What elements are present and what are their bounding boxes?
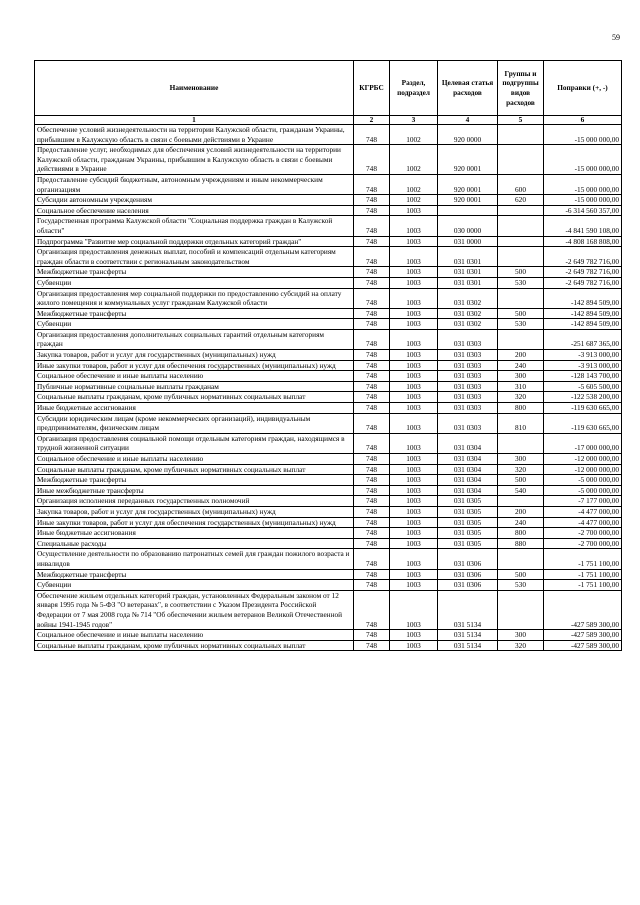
table-row [35, 371, 622, 382]
table-row [35, 413, 622, 433]
table-row [35, 319, 622, 330]
cell-amount: -3 913 000,00 [544, 360, 622, 371]
page-number: 59 [612, 33, 620, 42]
table-row [35, 277, 622, 288]
table-row [35, 145, 622, 175]
cell-razdel: 1003 [390, 475, 438, 486]
table-row [35, 125, 622, 145]
header-row [35, 61, 622, 116]
cell-razdel: 1003 [390, 371, 438, 382]
cell-name: Социальные выплаты гражданам, кроме публичных нормативных социальных выплат [35, 464, 354, 475]
table-row [35, 528, 622, 539]
cell-razdel: 1003 [390, 590, 438, 629]
cell-statya: 031 0305 [438, 496, 498, 507]
cell-amount: -119 630 665,00 [544, 403, 622, 414]
cell-amount: -142 894 509,00 [544, 308, 622, 319]
cell-statya: 031 0304 [438, 475, 498, 486]
cell-vid [498, 288, 544, 308]
cell-razdel: 1003 [390, 569, 438, 580]
cell-name: Осуществление деятельности по образованию патронатных семей для граждан пожилого возраста и инвалидов [35, 549, 354, 569]
cell-kgrbs: 748 [354, 350, 390, 361]
cell-vid [498, 496, 544, 507]
cell-name: Социальные выплаты гражданам, кроме публичных нормативных социальных выплат [35, 640, 354, 651]
cell-statya: 031 0303 [438, 381, 498, 392]
cell-razdel: 1003 [390, 392, 438, 403]
cell-amount: -15 000 000,00 [544, 174, 622, 194]
cell-statya: 031 0301 [438, 267, 498, 278]
cell-kgrbs: 748 [354, 549, 390, 569]
cell-statya: 031 0301 [438, 247, 498, 267]
cell-vid [498, 590, 544, 629]
cell-amount: -17 000 000,00 [544, 433, 622, 453]
cell-amount: -4 477 000,00 [544, 506, 622, 517]
cell-vid: 300 [498, 371, 544, 382]
table-row [35, 288, 622, 308]
cell-kgrbs: 748 [354, 590, 390, 629]
cell-vid: 810 [498, 413, 544, 433]
cell-vid [498, 329, 544, 349]
cell-razdel: 1002 [390, 174, 438, 194]
cell-vid: 240 [498, 517, 544, 528]
cell-name: Иные межбюджетные трансферты [35, 485, 354, 496]
cell-amount: -2 700 000,00 [544, 528, 622, 539]
cell-vid: 880 [498, 538, 544, 549]
table-row [35, 433, 622, 453]
cell-amount: -4 477 000,00 [544, 517, 622, 528]
header-vid: Группы и подгруппы видов расходов [498, 61, 544, 116]
cell-razdel: 1003 [390, 485, 438, 496]
cell-statya: 031 0304 [438, 464, 498, 475]
column-number: 6 [544, 116, 622, 125]
cell-statya: 031 0306 [438, 549, 498, 569]
cell-razdel: 1003 [390, 319, 438, 330]
cell-kgrbs: 748 [354, 145, 390, 175]
cell-name: Государственная программа Калужской области "Социальная поддержка граждан в Калужской области" [35, 216, 354, 236]
cell-statya: 031 5134 [438, 630, 498, 641]
table-row [35, 308, 622, 319]
cell-name: Социальное обеспечение населения [35, 205, 354, 216]
cell-amount: -128 143 700,00 [544, 371, 622, 382]
cell-name: Субсидии автономным учреждениям [35, 195, 354, 206]
cell-vid: 500 [498, 475, 544, 486]
cell-vid [498, 236, 544, 247]
cell-name: Межбюджетные трансферты [35, 267, 354, 278]
table-row [35, 630, 622, 641]
cell-name: Межбюджетные трансферты [35, 475, 354, 486]
cell-name: Организация предоставления денежных выплат, пособий и компенсаций отдельным категориям граждан области в соответствии с региональным законодательством [35, 247, 354, 267]
cell-kgrbs: 748 [354, 205, 390, 216]
cell-kgrbs: 748 [354, 496, 390, 507]
cell-razdel: 1003 [390, 267, 438, 278]
cell-razdel: 1003 [390, 630, 438, 641]
cell-razdel: 1003 [390, 538, 438, 549]
cell-name: Специальные расходы [35, 538, 354, 549]
cell-statya: 920 0000 [438, 125, 498, 145]
cell-amount: -5 000 000,00 [544, 485, 622, 496]
header-statya: Целевая статья расходов [438, 61, 498, 116]
cell-statya [438, 205, 498, 216]
cell-razdel: 1003 [390, 528, 438, 539]
cell-kgrbs: 748 [354, 216, 390, 236]
cell-razdel: 1003 [390, 517, 438, 528]
cell-vid: 320 [498, 392, 544, 403]
cell-statya: 920 0001 [438, 145, 498, 175]
cell-name: Закупка товаров, работ и услуг для государственных (муниципальных) нужд [35, 506, 354, 517]
cell-name: Субвенции [35, 319, 354, 330]
table-row [35, 174, 622, 194]
cell-statya: 031 0303 [438, 413, 498, 433]
cell-statya: 031 0304 [438, 433, 498, 453]
cell-statya: 920 0001 [438, 174, 498, 194]
cell-kgrbs: 748 [354, 485, 390, 496]
cell-name: Обеспечение условий жизнедеятельности на территории Калужской области, гражданам Украины, прибывшим в Калужскую область в связи с боевыми действиями в Украине [35, 125, 354, 145]
cell-amount: -122 538 200,00 [544, 392, 622, 403]
cell-vid: 800 [498, 528, 544, 539]
cell-name: Социальное обеспечение и иные выплаты населению [35, 371, 354, 382]
cell-name: Организация исполнения переданных государственных полномочий [35, 496, 354, 507]
cell-statya: 031 0303 [438, 392, 498, 403]
table-row [35, 350, 622, 361]
cell-statya: 031 0302 [438, 319, 498, 330]
cell-kgrbs: 748 [354, 454, 390, 465]
column-number: 1 [35, 116, 354, 125]
cell-name: Социальное обеспечение и иные выплаты населению [35, 630, 354, 641]
table-row [35, 475, 622, 486]
cell-kgrbs: 748 [354, 517, 390, 528]
cell-kgrbs: 748 [354, 371, 390, 382]
cell-vid: 320 [498, 464, 544, 475]
header-amount: Поправки (+, -) [544, 61, 622, 116]
cell-kgrbs: 748 [354, 236, 390, 247]
cell-amount: -427 589 300,00 [544, 640, 622, 651]
table-row [35, 580, 622, 591]
cell-kgrbs: 748 [354, 195, 390, 206]
cell-amount: -142 894 509,00 [544, 319, 622, 330]
cell-razdel: 1003 [390, 413, 438, 433]
cell-vid: 530 [498, 580, 544, 591]
budget-amendments-table [34, 60, 622, 651]
cell-kgrbs: 748 [354, 308, 390, 319]
cell-kgrbs: 748 [354, 381, 390, 392]
cell-amount: -1 751 100,00 [544, 569, 622, 580]
cell-name: Социальные выплаты гражданам, кроме публичных нормативных социальных выплат [35, 392, 354, 403]
cell-razdel: 1003 [390, 247, 438, 267]
cell-amount: -4 841 590 108,00 [544, 216, 622, 236]
cell-amount: -3 913 000,00 [544, 350, 622, 361]
cell-statya: 031 0305 [438, 517, 498, 528]
cell-name: Социальное обеспечение и иные выплаты населению [35, 454, 354, 465]
header-razdel: Раздел, подраздел [390, 61, 438, 116]
cell-statya: 031 0306 [438, 569, 498, 580]
cell-razdel: 1003 [390, 288, 438, 308]
cell-name: Межбюджетные трансферты [35, 308, 354, 319]
cell-name: Субвенции [35, 580, 354, 591]
cell-razdel: 1003 [390, 506, 438, 517]
cell-name: Предоставление субсидий бюджетным, автономным учреждениям и иным некоммерческим организациям [35, 174, 354, 194]
cell-kgrbs: 748 [354, 630, 390, 641]
cell-amount: -5 000 000,00 [544, 475, 622, 486]
column-number: 5 [498, 116, 544, 125]
cell-kgrbs: 748 [354, 392, 390, 403]
cell-vid: 500 [498, 308, 544, 319]
cell-vid [498, 216, 544, 236]
cell-kgrbs: 748 [354, 288, 390, 308]
cell-amount: -7 177 000,00 [544, 496, 622, 507]
cell-razdel: 1003 [390, 277, 438, 288]
cell-amount: -5 605 500,00 [544, 381, 622, 392]
cell-razdel: 1003 [390, 433, 438, 453]
cell-amount: -2 649 782 716,00 [544, 247, 622, 267]
cell-amount: -2 700 000,00 [544, 538, 622, 549]
table-row [35, 538, 622, 549]
cell-kgrbs: 748 [354, 403, 390, 414]
table-row [35, 329, 622, 349]
cell-razdel: 1003 [390, 464, 438, 475]
cell-vid: 200 [498, 506, 544, 517]
header-name: Наименование [35, 61, 354, 116]
cell-name: Подпрограмма "Развитие мер социальной поддержки отдельных категорий граждан" [35, 236, 354, 247]
column-number-row [35, 116, 622, 125]
cell-vid: 320 [498, 640, 544, 651]
cell-vid: 530 [498, 319, 544, 330]
cell-statya: 031 0000 [438, 236, 498, 247]
cell-vid [498, 247, 544, 267]
table-row [35, 569, 622, 580]
table-row [35, 247, 622, 267]
cell-statya: 031 5134 [438, 640, 498, 651]
cell-razdel: 1003 [390, 236, 438, 247]
cell-razdel: 1003 [390, 329, 438, 349]
table-row [35, 485, 622, 496]
cell-razdel: 1003 [390, 381, 438, 392]
cell-kgrbs: 748 [354, 125, 390, 145]
cell-amount: -1 751 100,00 [544, 580, 622, 591]
cell-name: Иные бюджетные ассигнования [35, 528, 354, 539]
cell-name: Субвенции [35, 277, 354, 288]
cell-kgrbs: 748 [354, 433, 390, 453]
cell-kgrbs: 748 [354, 580, 390, 591]
table-row [35, 640, 622, 651]
cell-kgrbs: 748 [354, 277, 390, 288]
cell-amount: -2 649 782 716,00 [544, 267, 622, 278]
cell-vid: 240 [498, 360, 544, 371]
table-row [35, 517, 622, 528]
cell-kgrbs: 748 [354, 360, 390, 371]
cell-vid [498, 433, 544, 453]
cell-name: Обеспечение жильем отдельных категорий граждан, установленных Федеральным законом от 12 января 1995 года № 5-ФЗ "О ветеранах", в соответствии с Указом Президента Российской Федерации от 7 мая 2008 года № 714 "Об обеспечении жильем ветеранов Великой Отечественной войны 1941-1945 годов" [35, 590, 354, 629]
cell-name: Предоставление услуг, необходимых для обеспечения условий жизнедеятельности на территории Калужской области, гражданам Украины, прибывшим в Калужскую область в связи с боевыми действиями в Украине [35, 145, 354, 175]
cell-statya: 031 0305 [438, 528, 498, 539]
table-row [35, 267, 622, 278]
cell-amount: -251 687 365,00 [544, 329, 622, 349]
cell-vid: 300 [498, 630, 544, 641]
cell-razdel: 1003 [390, 580, 438, 591]
cell-razdel: 1003 [390, 216, 438, 236]
table-row [35, 549, 622, 569]
cell-kgrbs: 748 [354, 174, 390, 194]
table-row [35, 360, 622, 371]
cell-vid: 310 [498, 381, 544, 392]
cell-vid [498, 145, 544, 175]
table-row [35, 205, 622, 216]
cell-statya: 031 0306 [438, 580, 498, 591]
column-number: 2 [354, 116, 390, 125]
cell-name: Организация предоставления мер социальной поддержки по предоставлению субсидий на оплату жилого помещения и коммунальных услуг гражданам Калужской области [35, 288, 354, 308]
cell-name: Межбюджетные трансферты [35, 569, 354, 580]
cell-name: Иные закупки товаров, работ и услуг для обеспечения государственных (муниципальных) нужд [35, 360, 354, 371]
cell-amount: -15 000 000,00 [544, 125, 622, 145]
table-row [35, 403, 622, 414]
cell-name: Публичные нормативные социальные выплаты гражданам [35, 381, 354, 392]
cell-statya: 031 0303 [438, 329, 498, 349]
cell-vid [498, 205, 544, 216]
cell-kgrbs: 748 [354, 528, 390, 539]
cell-amount: -427 589 300,00 [544, 630, 622, 641]
table-row [35, 464, 622, 475]
cell-razdel: 1003 [390, 496, 438, 507]
cell-statya: 031 0304 [438, 454, 498, 465]
column-number: 3 [390, 116, 438, 125]
cell-statya: 920 0001 [438, 195, 498, 206]
cell-vid: 200 [498, 350, 544, 361]
cell-name: Субсидии юридическим лицам (кроме некоммерческих организаций), индивидуальным предпринимателям, физическим лицам [35, 413, 354, 433]
cell-vid [498, 549, 544, 569]
cell-name: Организация предоставления социальной помощи отдельным категориям граждан, находящимся в трудной жизненной ситуации [35, 433, 354, 453]
cell-vid: 500 [498, 569, 544, 580]
cell-razdel: 1003 [390, 360, 438, 371]
cell-amount: -427 589 300,00 [544, 590, 622, 629]
cell-vid: 530 [498, 277, 544, 288]
cell-statya: 031 0305 [438, 538, 498, 549]
cell-razdel: 1003 [390, 205, 438, 216]
cell-razdel: 1002 [390, 125, 438, 145]
cell-vid: 800 [498, 403, 544, 414]
cell-name: Иные бюджетные ассигнования [35, 403, 354, 414]
header-kgrbs: КГРБС [354, 61, 390, 116]
table-row [35, 496, 622, 507]
cell-kgrbs: 748 [354, 640, 390, 651]
cell-amount: -12 000 000,00 [544, 464, 622, 475]
cell-amount: -1 751 100,00 [544, 549, 622, 569]
cell-statya: 031 0303 [438, 360, 498, 371]
cell-statya: 031 0302 [438, 288, 498, 308]
table-row [35, 195, 622, 206]
column-number: 4 [438, 116, 498, 125]
cell-vid: 540 [498, 485, 544, 496]
cell-vid [498, 125, 544, 145]
cell-vid: 500 [498, 267, 544, 278]
cell-statya: 030 0000 [438, 216, 498, 236]
cell-statya: 031 0303 [438, 371, 498, 382]
cell-name: Иные закупки товаров, работ и услуг для обеспечения государственных (муниципальных) нужд [35, 517, 354, 528]
table-row [35, 236, 622, 247]
cell-statya: 031 0305 [438, 506, 498, 517]
cell-statya: 031 0301 [438, 277, 498, 288]
cell-razdel: 1003 [390, 350, 438, 361]
cell-amount: -4 808 168 808,00 [544, 236, 622, 247]
cell-vid: 600 [498, 174, 544, 194]
cell-statya: 031 0303 [438, 350, 498, 361]
cell-amount: -15 000 000,00 [544, 195, 622, 206]
cell-statya: 031 5134 [438, 590, 498, 629]
cell-kgrbs: 748 [354, 464, 390, 475]
cell-razdel: 1003 [390, 403, 438, 414]
cell-amount: -142 894 509,00 [544, 288, 622, 308]
cell-vid: 620 [498, 195, 544, 206]
table-row [35, 381, 622, 392]
table-row [35, 216, 622, 236]
cell-kgrbs: 748 [354, 475, 390, 486]
cell-statya: 031 0302 [438, 308, 498, 319]
cell-kgrbs: 748 [354, 413, 390, 433]
cell-razdel: 1002 [390, 195, 438, 206]
cell-amount: -119 630 665,00 [544, 413, 622, 433]
cell-kgrbs: 748 [354, 319, 390, 330]
cell-kgrbs: 748 [354, 538, 390, 549]
cell-kgrbs: 748 [354, 267, 390, 278]
cell-amount: -6 314 560 357,00 [544, 205, 622, 216]
cell-kgrbs: 748 [354, 569, 390, 580]
cell-kgrbs: 748 [354, 247, 390, 267]
cell-amount: -12 000 000,00 [544, 454, 622, 465]
cell-vid: 300 [498, 454, 544, 465]
cell-name: Закупка товаров, работ и услуг для государственных (муниципальных) нужд [35, 350, 354, 361]
cell-razdel: 1003 [390, 640, 438, 651]
table-row [35, 506, 622, 517]
cell-statya: 031 0303 [438, 403, 498, 414]
cell-kgrbs: 748 [354, 329, 390, 349]
table-row [35, 392, 622, 403]
cell-razdel: 1002 [390, 145, 438, 175]
cell-amount: -2 649 782 716,00 [544, 277, 622, 288]
cell-statya: 031 0304 [438, 485, 498, 496]
cell-razdel: 1003 [390, 454, 438, 465]
cell-amount: -15 000 000,00 [544, 145, 622, 175]
cell-name: Организация предоставления дополнительных социальных гарантий отдельным категориям граждан [35, 329, 354, 349]
table-row [35, 590, 622, 629]
cell-razdel: 1003 [390, 308, 438, 319]
cell-kgrbs: 748 [354, 506, 390, 517]
table-row [35, 454, 622, 465]
cell-razdel: 1003 [390, 549, 438, 569]
